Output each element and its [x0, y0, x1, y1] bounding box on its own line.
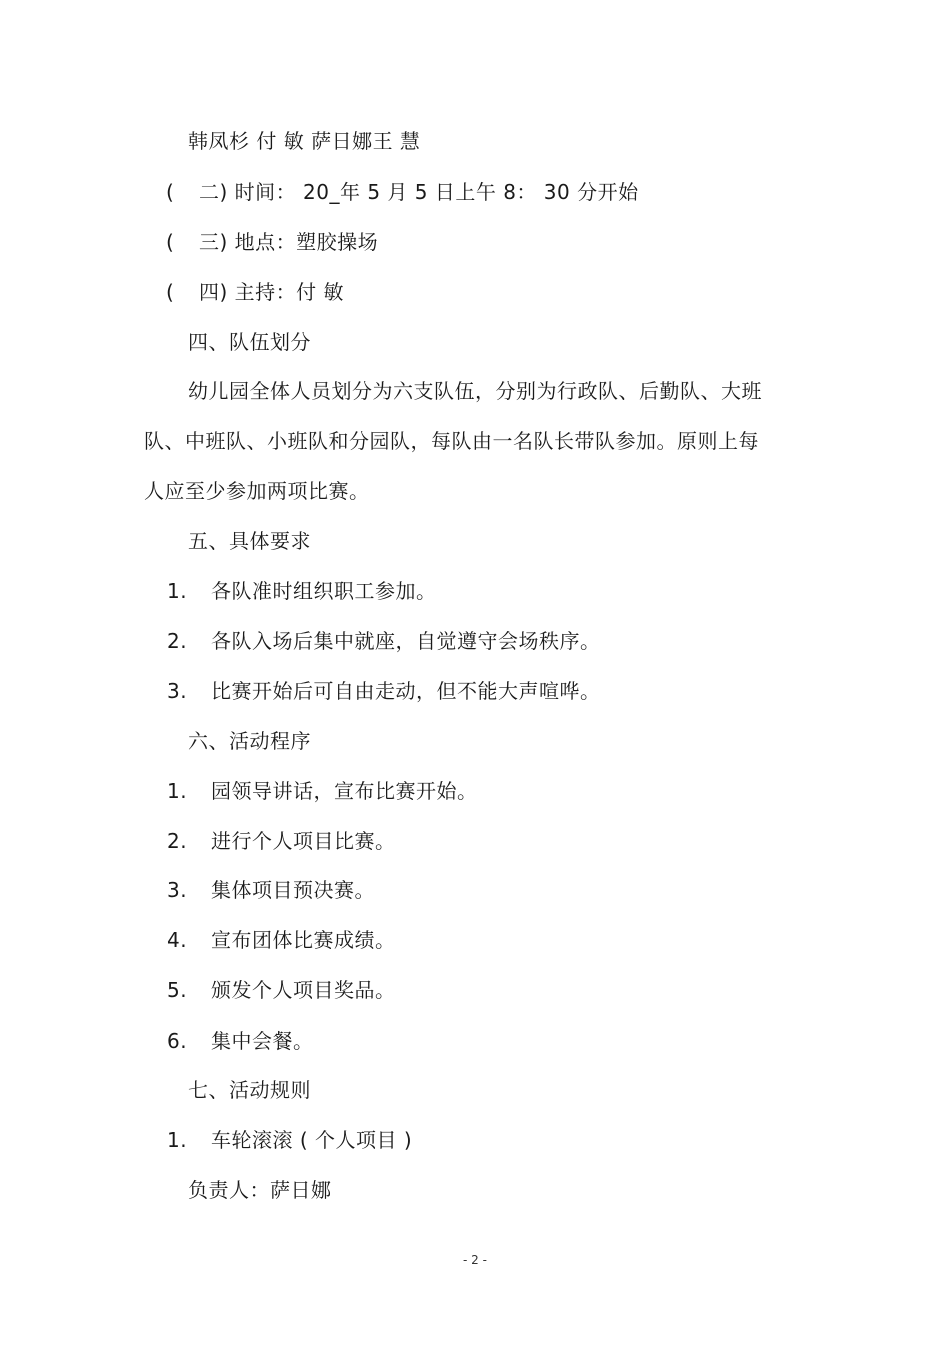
list-item: 车轮滚滚 ( 个人项目 ) — [211, 1128, 413, 1152]
list-number: 3. — [167, 679, 188, 703]
list-item: 各队入场后集中就座，自觉遵守会场秩序。 — [211, 629, 601, 653]
list-number: 1. — [167, 1128, 188, 1152]
list-number: 4. — [167, 928, 188, 952]
list-item: 比赛开始后可自由走动，但不能大声喧哗。 — [211, 679, 601, 703]
list-item: 进行个人项目比赛。 — [211, 829, 396, 853]
list-item: 集中会餐。 — [211, 1029, 314, 1053]
place-line: 三) 地点：塑胶操场 — [199, 230, 379, 254]
list-number: 2. — [167, 829, 188, 853]
section-heading-teams: 四、队伍划分 — [188, 330, 311, 354]
host-line: 四) 主持：付 敏 — [199, 280, 345, 304]
list-item: 集体项目预决赛。 — [211, 878, 375, 902]
list-number: 3. — [167, 878, 188, 902]
time-line: 二) 时间： 20_年 5 月 5 日上午 8： 30 分开始 — [199, 180, 639, 204]
list-number: 6. — [167, 1029, 188, 1053]
list-item: 园领导讲话，宣布比赛开始。 — [211, 779, 478, 803]
host-paren: ( — [166, 280, 174, 304]
list-item: 各队准时组织职工参加。 — [211, 579, 437, 603]
time-paren: ( — [166, 180, 174, 204]
list-number: 5. — [167, 978, 188, 1002]
place-paren: ( — [166, 230, 174, 254]
section-heading-requirements: 五、具体要求 — [188, 529, 311, 553]
list-item: 颁发个人项目奖品。 — [211, 978, 396, 1002]
list-item: 宣布团体比赛成绩。 — [211, 928, 396, 952]
section-heading-program: 六、活动程序 — [188, 729, 311, 753]
paragraph-line: 人应至少参加两项比赛。 — [144, 479, 370, 503]
staff-names: 韩凤杉 付 敏 萨日娜王 慧 — [188, 129, 421, 153]
paragraph-line: 幼儿园全体人员划分为六支队伍，分别为行政队、后勤队、大班 — [188, 379, 762, 403]
list-number: 1. — [167, 779, 188, 803]
list-number: 1. — [167, 579, 188, 603]
page-number: - 2 - — [463, 1253, 487, 1267]
list-number: 2. — [167, 629, 188, 653]
paragraph-line: 队、中班队、小班队和分园队，每队由一名队长带队参加。原则上每 — [144, 429, 759, 453]
owner-line: 负责人：萨日娜 — [188, 1178, 332, 1202]
section-heading-rules: 七、活动规则 — [188, 1078, 311, 1102]
